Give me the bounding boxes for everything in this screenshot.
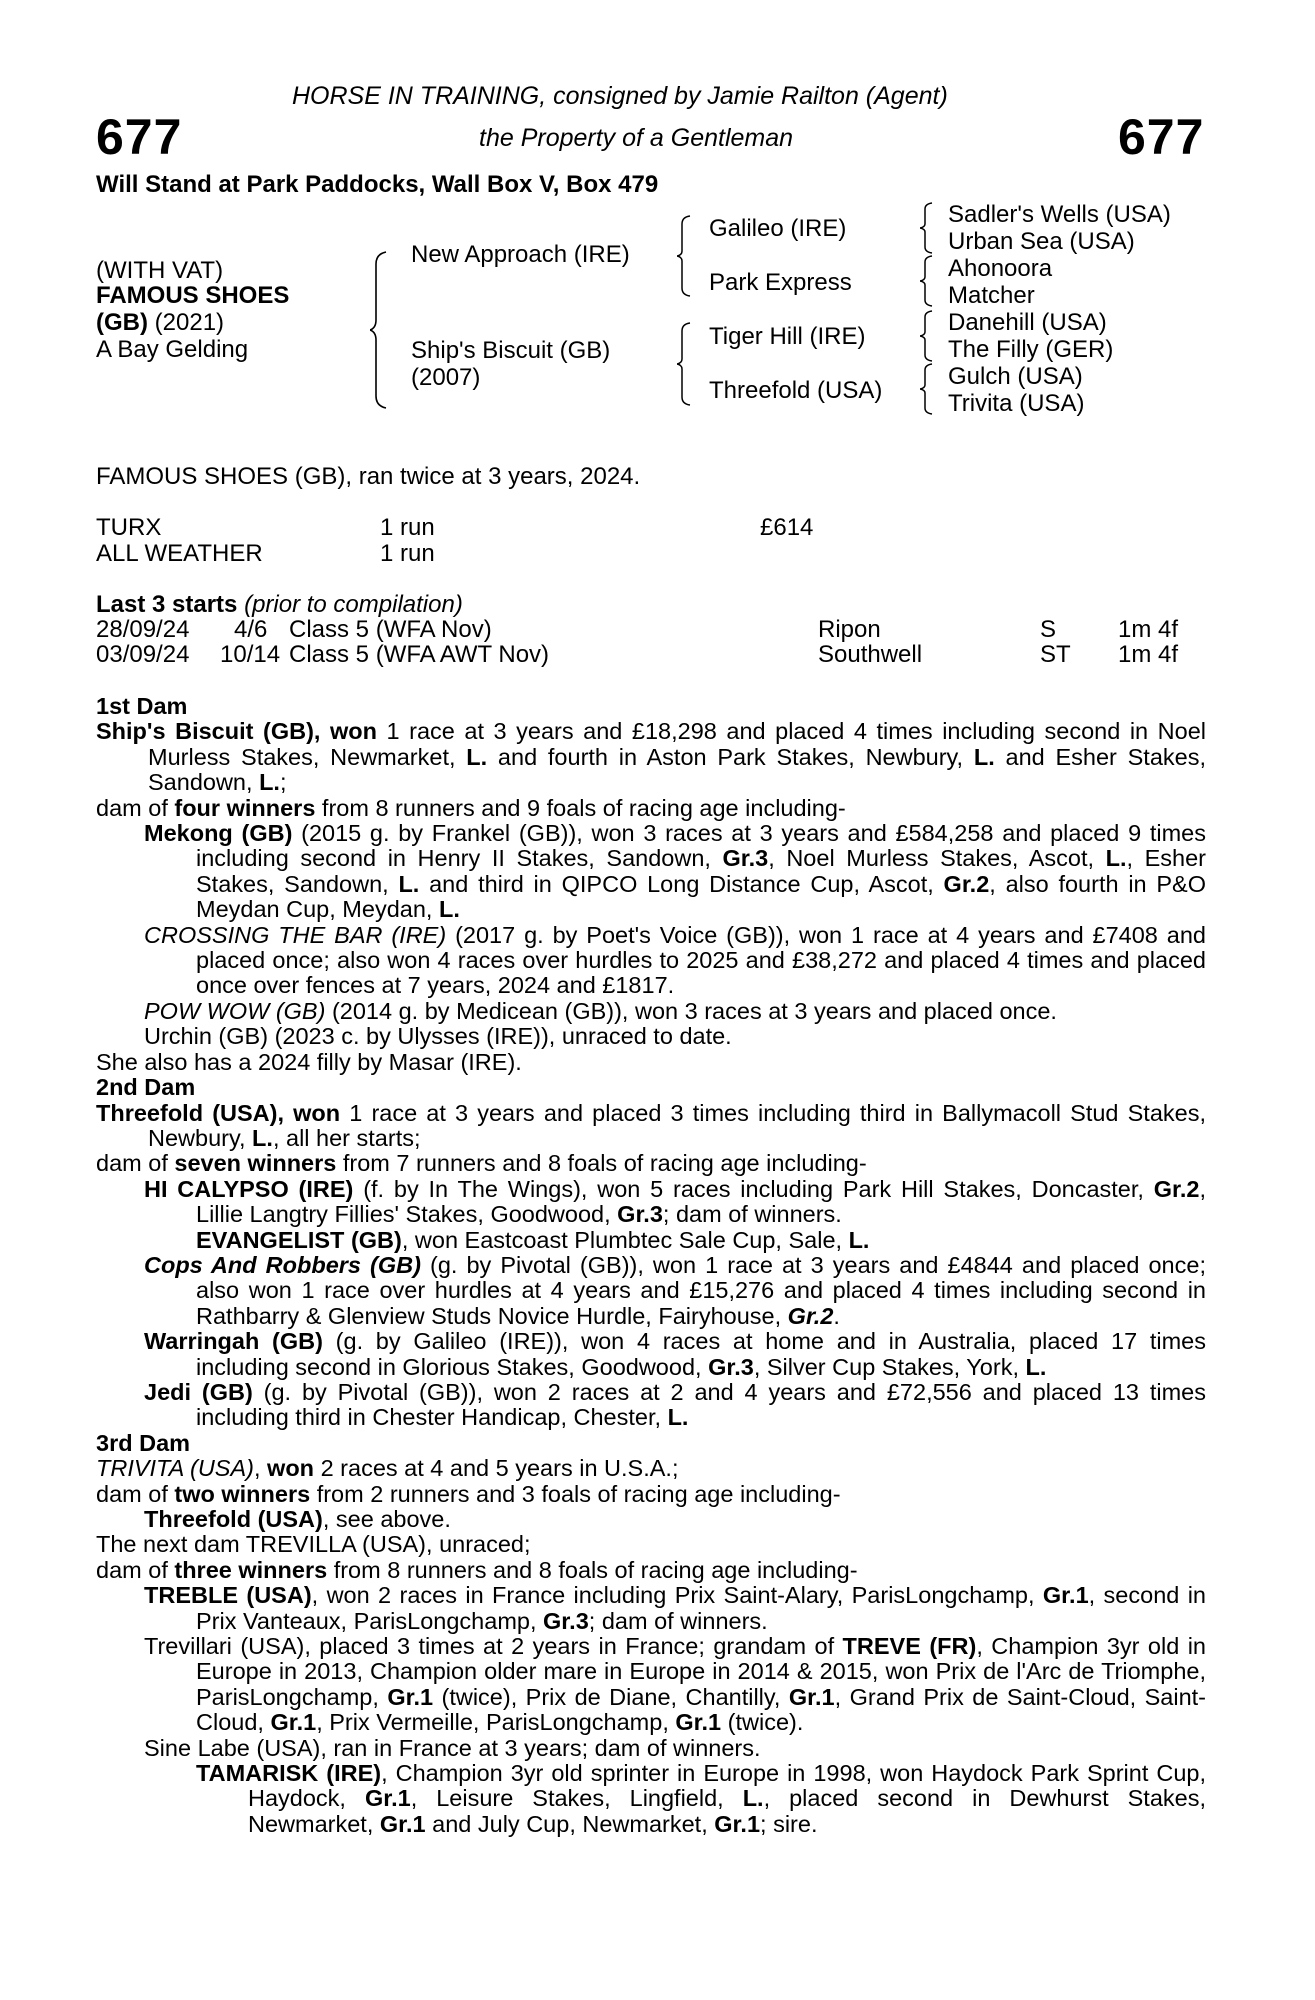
dam2-warringah: Warringah (GB) (g. by Galileo (IRE)), won 4 races at home and in Australia, placed 17 times including second in Glorious Stakes, Goodwood, Gr.3, Silver Cup Stakes, York, L. (144, 1328, 1206, 1380)
dam3-threefold: Threefold (USA), see above. (144, 1506, 451, 1532)
jedi-name: Jedi (GB) (144, 1378, 253, 1405)
last-starts-title: Last 3 starts (96, 591, 238, 618)
record-aw-label: ALL WEATHER (96, 540, 263, 567)
dam1-also: She also has a 2024 filly by Masar (IRE). (96, 1048, 522, 1075)
warringah-name: Warringah (GB) (144, 1328, 323, 1355)
pedigree-brace-4 (920, 363, 934, 415)
treble-name: TREBLE (USA) (144, 1582, 312, 1609)
dam1-urchin: Urchin (GB) (2023 c. by Ulysses (IRE)), unraced to date. (144, 1023, 732, 1050)
pedigree-dam-dam: Threefold (USA) (709, 377, 883, 404)
cops-name: Cops And Robbers (GB) (144, 1251, 421, 1278)
dam3-entry: TRIVITA (USA), won 2 races at 4 and 5 years in U.S.A.; (96, 1455, 679, 1482)
dam1-produce: dam of four winners from 8 runners and 9 foals of racing age including- (96, 794, 846, 821)
start-1-going: S (1040, 616, 1057, 643)
horse-year: (2021) (154, 309, 225, 336)
crossing-name: CROSSING THE BAR (IRE) (144, 921, 447, 948)
pedigree-g4: Matcher (948, 282, 1035, 309)
dam1-crossing: CROSSING THE BAR (IRE) (2017 g. by Poet's Voice (GB)), won 1 race at 4 years and £7408 and placed once; also won 4 races over hurdles to 2025 and £38,272 and placed 4 times and placed once over fences at 7 years, 2024 and £1817. (144, 921, 1206, 999)
record-turx-runs: 1 run (380, 514, 435, 541)
horse-description: A Bay Gelding (96, 336, 249, 363)
pedigree-g2: Urban Sea (USA) (948, 228, 1135, 255)
vat-label: (WITH VAT) (96, 257, 224, 284)
start-1-date: 28/09/24 (96, 616, 190, 643)
pedigree-g8: Trivita (USA) (948, 390, 1085, 417)
dam3-title: 3rd Dam (96, 1429, 191, 1456)
property-line: the Property of a Gentleman (479, 124, 794, 152)
dam4-treble: TREBLE (USA), won 2 races in France including Prix Saint-Alary, ParisLongchamp, Gr.1, second in Prix Vanteaux, ParisLongchamp, Gr.3; dam of winners. (144, 1582, 1207, 1634)
pedigree-dam-year: (2007) (411, 364, 481, 391)
horse-name: FAMOUS SHOES (96, 282, 290, 309)
hicalypso-name: HI CALYPSO (IRE) (144, 1175, 354, 1202)
pedigree-g6: The Filly (GER) (948, 336, 1114, 363)
tamarisk-name: TAMARISK (IRE) (196, 1760, 382, 1787)
dam2-name: Threefold (USA), won (96, 1099, 341, 1126)
last-starts-note: (prior to compilation) (244, 591, 463, 618)
dam4-produce: dam of three winners from 8 runners and 8 foals of racing age including- (96, 1556, 858, 1583)
dam2-produce: dam of seven winners from 7 runners and 8 foals of racing age including- (96, 1150, 867, 1177)
lot-number-left: 677 (96, 109, 183, 165)
record-turx-prize: £614 (760, 514, 814, 541)
horse-suffix: (GB) (96, 309, 148, 336)
dam4-trevillari: Trevillari (USA), placed 3 times at 2 years in France; grandam of TREVE (FR), Champion 3yr old in Europe in 2013, Champion older mare in Europe in 2014 & 2015, won Prix de l'Arc de Triomphe, ParisLongchamp, Gr.1 (twice), Prix de Diane, Chantilly, Gr.1, Grand Prix de Saint-Cloud, Saint-Cloud, Gr.1, Prix Vermeille, ParisLongchamp, Gr.1 (twice). (144, 1633, 1206, 1736)
dam1-name: Ship's Biscuit (GB), won (96, 718, 377, 745)
powwow-name: POW WOW (GB) (144, 997, 326, 1024)
pedigree-sire-sire: Galileo (IRE) (709, 215, 847, 242)
dam2-hicalypso: HI CALYPSO (IRE) (f. by In The Wings), won 5 races including Park Hill Stakes, Doncaster, Gr.2, Lillie Langtry Fillies' Stakes, Goodwood, Gr.3; dam of winners. (144, 1175, 1207, 1228)
start-2-pos: 10/14 (220, 641, 281, 668)
dam2-evangelist: EVANGELIST (GB), won Eastcoast Plumbtec Sale Cup, Sale, L. (196, 1226, 870, 1253)
dam4-intro: The next dam TREVILLA (USA), unraced; (96, 1531, 531, 1558)
record-aw-runs: 1 run (380, 540, 435, 567)
dam2-title: 2nd Dam (96, 1074, 196, 1101)
dam4-tamarisk: TAMARISK (IRE), Champion 3yr old sprinter in Europe in 1998, won Haydock Park Sprint Cup, Haydock, Gr.1, Leisure Stakes, Lingfield, L., placed second in Dewhurst Stakes, Newmarket, Gr.1 and July Cup, Newmarket, Gr.1; sire. (196, 1760, 1206, 1837)
lot-number-right: 677 (1118, 109, 1205, 165)
pedigree-g7: Gulch (USA) (948, 363, 1083, 390)
start-2-going: ST (1040, 641, 1071, 668)
start-1-pos: 4/6 (234, 616, 268, 643)
race-summary: FAMOUS SHOES (GB), ran twice at 3 years, 2024. (96, 463, 641, 490)
start-2-race: Class 5 (WFA AWT Nov) (289, 641, 550, 668)
pedigree-brace-main (370, 250, 390, 410)
dam1-mekong: Mekong (GB) (2015 g. by Frankel (GB)), won 3 races at 3 years and £584,258 and placed 9 times including second in Henry II Stakes, Sandown, Gr.3, Noel Murless Stakes, Ascot, L., Esher Stakes, Sandown, L. and third in QIPCO Long Distance Cup, Ascot, Gr.2, also fourth in P&O Meydan Cup, Meydan, L. (144, 820, 1207, 923)
dam1-powwow: POW WOW (GB) (2014 g. by Medicean (GB)), won 3 races at 3 years and placed once. (144, 997, 1057, 1024)
dam3-produce: dam of two winners from 2 runners and 3 foals of racing age including- (96, 1480, 841, 1507)
pedigree-brace-2 (920, 255, 934, 307)
pedigree-g5: Danehill (USA) (948, 309, 1107, 336)
start-2-date: 03/09/24 (96, 641, 190, 668)
dam4-sine: Sine Labe (USA), ran in France at 3 years; dam of winners. (144, 1734, 761, 1761)
dam1-title: 1st Dam (96, 693, 188, 719)
start-1-course: Ripon (818, 616, 881, 643)
pedigree-dam-sire: Tiger Hill (IRE) (709, 323, 866, 350)
pedigree-sire: New Approach (IRE) (411, 241, 630, 268)
pedigree-g1: Sadler's Wells (USA) (948, 201, 1171, 228)
pedigree-brace-sire (677, 215, 693, 297)
dam1-entry: Ship's Biscuit (GB), won 1 race at 3 years and £18,298 and placed 4 times including second in Noel Murless Stakes, Newmarket, L. and fourth in Aston Park Stakes, Newbury, L. and Esher Stakes, Sandown, L.; (96, 718, 1206, 796)
dam2-entry: Threefold (USA), won 1 race at 3 years and placed 3 times including third in Ballymacoll Stud Stakes, Newbury, L., all her starts; (96, 1099, 1206, 1151)
pedigree-g3: Ahonoora (948, 255, 1053, 282)
stand-line: Will Stand at Park Paddocks, Wall Box V, Box 479 (96, 171, 659, 198)
record-turx-label: TURX (96, 514, 162, 541)
pedigree-brace-1 (920, 202, 934, 254)
family-notes (96, 694, 1206, 1837)
mekong-name: Mekong (GB) (144, 820, 293, 847)
dam3-name: TRIVITA (USA) (96, 1455, 254, 1482)
start-1-dist: 1m 4f (1118, 616, 1179, 643)
start-2-course: Southwell (818, 641, 923, 668)
dam2-jedi: Jedi (GB) (g. by Pivotal (GB)), won 2 races at 2 and 4 years and £72,556 and placed 13 times including third in Chester Handicap, Chester, L. (144, 1378, 1206, 1431)
last-starts-heading (96, 592, 463, 618)
pedigree-sire-dam: Park Express (709, 269, 852, 296)
consignor-line: HORSE IN TRAINING, consigned by Jamie Railton (Agent) (292, 82, 948, 110)
evangelist-name: EVANGELIST (GB) (196, 1226, 402, 1253)
pedigree-dam: Ship's Biscuit (GB) (411, 337, 611, 364)
start-1-race: Class 5 (WFA Nov) (289, 616, 492, 643)
start-2-dist: 1m 4f (1118, 641, 1179, 668)
dam2-cops: Cops And Robbers (GB) (g. by Pivotal (GB)), won 1 race at 3 years and £4844 and placed once; also won 1 race over hurdles at 4 years and £15,276 and placed 4 times including second in Rathbarry & Glenview Studs Novice Hurdle, Fairyhouse, Gr.2. (144, 1251, 1206, 1329)
pedigree-brace-dam (677, 322, 693, 406)
horse-origin (96, 310, 224, 336)
treve-name: TREVE (FR) (842, 1633, 977, 1660)
pedigree-brace-3 (920, 310, 934, 362)
